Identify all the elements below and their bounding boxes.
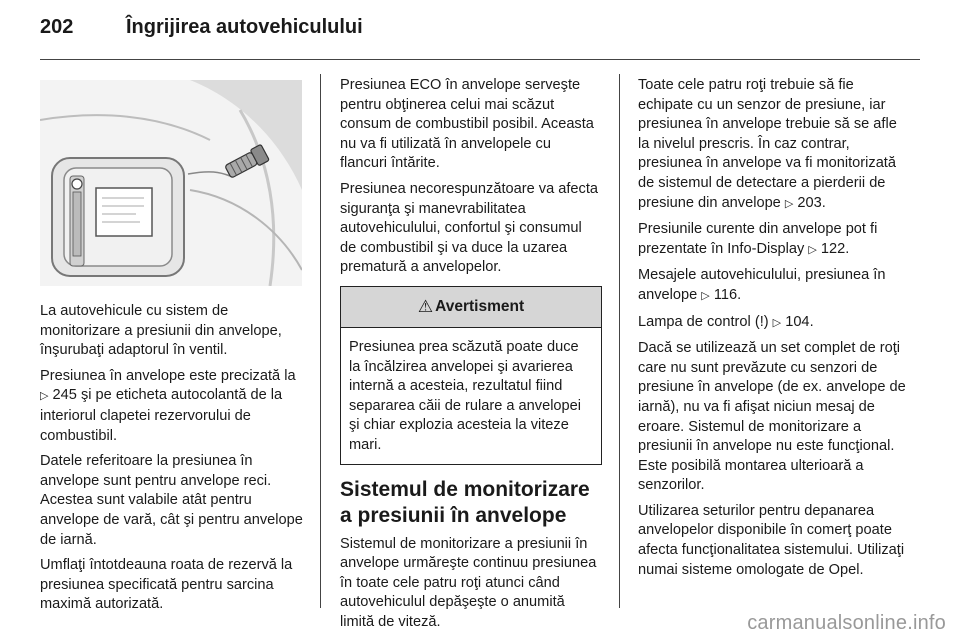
paragraph: Utilizarea seturilor pentru depanarea anvelopelor disponibile în comerţ poate afecta funcţionalitatea sistemului. Utilizaţi numai sisteme omologate de Opel. xyxy=(638,502,905,578)
warning-title: Avertisment xyxy=(435,298,525,316)
fuel-flap-adapter-illustration xyxy=(40,80,302,286)
paragraph: Lampa de control (!) ▷ 104. xyxy=(638,313,814,330)
page-reference[interactable]: 116 xyxy=(713,286,738,303)
footer-watermark: carmanualsonline.info xyxy=(747,612,946,634)
paragraph: Sistemul de monitorizare a presiunii în anvelope urmăreşte continuu presiunea în toate cele patru roţi atunci când autovehiculul depăşeşte o anumită limită de viteză. xyxy=(340,535,597,630)
text-column-1 xyxy=(40,302,308,621)
column-divider-left xyxy=(320,74,321,608)
paragraph: Umflaţi întotdeauna roata de rezervă la presiunea specificată pentru sarcina maximă autorizată. xyxy=(40,557,293,613)
triangle-right-icon: ▷ xyxy=(784,197,794,210)
tire-pressure-warning-lamp-icon: (!) xyxy=(754,313,769,330)
paragraph: Presiunea ECO în anvelope serveşte pentru obţinerea celui mai scăzut consum de combustibil posibil. Aceasta nu va fi utilizată în anvelopele cu flancuri întărite. xyxy=(340,77,594,172)
page-reference[interactable]: 122 xyxy=(820,240,846,257)
page-reference[interactable]: 245 xyxy=(52,387,77,404)
paragraph: Presiunea în anvelope este precizată la ▷ 245 şi pe eticheta autocolantă de la interiorul clapetei rezervorului de combustibil. xyxy=(40,367,296,444)
page-reference[interactable]: 203 xyxy=(797,194,822,211)
paragraph: Mesajele autovehiculului, presiunea în anvelope ▷ 116. xyxy=(638,267,886,303)
page-number: 202 xyxy=(40,16,74,38)
triangle-right-icon: ▷ xyxy=(40,390,49,403)
chapter-title: Îngrijirea autovehiculului xyxy=(126,16,363,38)
paragraph: Presiunile curente din anvelope pot fi prezentate în Info-Display ▷ 122. xyxy=(638,221,878,257)
triangle-right-icon: ▷ xyxy=(808,243,817,256)
text-column-2 xyxy=(340,76,602,638)
paragraph: Presiunea necorespunzătoare va afecta siguranţa şi manevrabilitatea autovehiculului, confortul şi consumul de combustibil şi va duce la uzarea prematură a anvelopelor. xyxy=(340,180,598,276)
triangle-right-icon: ▷ xyxy=(772,316,782,329)
warning-text: Presiunea prea scăzută poate duce la încălzirea anvelopei şi avarierea internă a acesteia, rezultatul fiind separarea căii de rulare a anvelopei şi chiar explozia acesteia la viteze mari. xyxy=(349,338,582,453)
column-divider-right xyxy=(619,74,620,608)
paragraph: Toate cele patru roţi trebuie să fie echipate cu un senzor de presiune, iar presiunea în anvelope trebuie să se afle la nivelul prescris. În caz contrar, presiunea în anvelope va fi monitorizată de sistemul de detectare a pierderii de presiune din anvelope ▷ 203. xyxy=(638,77,897,211)
paragraph: Dacă se utilizează un set complet de roţi care nu sunt prevăzute cu senzori de presiune în anvelope (de ex. anvelope de iarnă), nu va fi afişat niciun mesaj de eroare. Sistemul de monitorizare a presiunii în anvelope nu este funcţional. Este posibilă montarea ulterioară a senzorilor. xyxy=(638,340,906,494)
header-rule xyxy=(40,59,920,60)
page-reference[interactable]: 104 xyxy=(785,313,810,330)
paragraph: Datele referitoare la presiunea în anvelope sunt pentru anvelope reci. Acestea sunt valabile atât pentru anvelope de vară, cât şi pentru anvelope de iarnă. xyxy=(40,453,303,548)
page-header xyxy=(40,16,920,46)
triangle-right-icon: ▷ xyxy=(701,289,710,302)
warning-header xyxy=(341,287,601,328)
section-heading: Sistemul de monitorizare a presiunii în anvelope xyxy=(340,477,590,527)
text-column-3 xyxy=(638,76,906,586)
warning-triangle-icon: ⚠ xyxy=(417,297,434,317)
warning-box xyxy=(340,286,602,465)
paragraph: La autovehicule cu sistem de monitorizare a presiunii din anvelope, înşurubaţi adaptorul în ventil. xyxy=(40,303,282,359)
